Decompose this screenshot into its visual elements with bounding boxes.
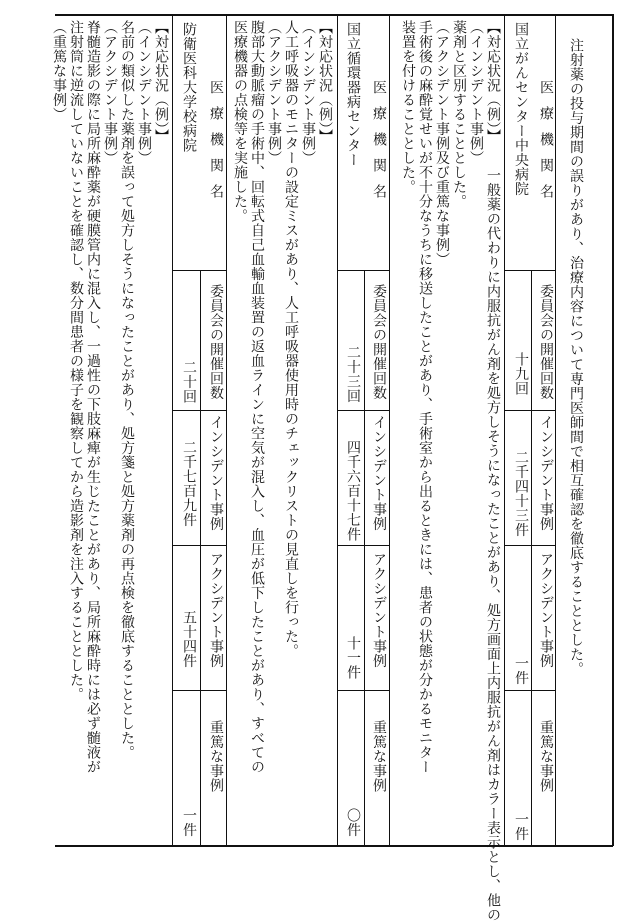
inst3-header-label: 医療機関名 <box>208 80 224 210</box>
inst1-note-line-a: 一般薬の代わりに内服抗がん剤を処方しそうになったことがあり、処方画面上内服抗がん剤はカラー表示とし、他の <box>485 168 501 922</box>
section-divider-2 <box>226 14 227 846</box>
inst3-note-serious-label: （重篤な事例） <box>51 20 67 122</box>
inst2-meetings-value: 二十三回 <box>345 345 361 403</box>
inst2-incidents-value: 四千六百十七件 <box>345 440 361 542</box>
inst3-note-line-c: 注射筒に逆流していないことを確認し、数分間患者の様子を観察してから造影剤を注入することとした。 <box>68 20 84 702</box>
inst3-meetings-label: 委員会の開催回数 <box>208 284 224 400</box>
inst1-note-incident-label: （インシデント事例） <box>468 20 484 165</box>
top-border <box>55 14 613 16</box>
inst3-row-line-3 <box>173 545 226 546</box>
inst1-header-divider <box>531 270 532 845</box>
inst1-header-label: 医療機関名 <box>538 80 554 210</box>
inst2-row-line-3 <box>338 545 389 546</box>
inst3-note-line-b: 脊髄造影の際に局所麻酔薬が硬膜管内に混入し、一過性の下肢麻痺が生じたことがあり、局所麻酔時には必ず髄液が <box>85 20 101 774</box>
inst1-meetings-value: 十九回 <box>513 352 529 396</box>
inst2-note-line-c: 医療機器の点検等を実施した。 <box>232 20 248 223</box>
inst1-row-line-4 <box>505 690 555 691</box>
section-divider-1 <box>389 14 390 846</box>
inst2-serious-label: 重篤な事例 <box>371 720 387 793</box>
right-border <box>612 14 614 846</box>
inst1-notes-divider <box>504 14 505 846</box>
inst3-serious-label: 重篤な事例 <box>208 720 224 793</box>
inst3-note-accident-label: （アクシデント事例） <box>102 20 118 165</box>
inst2-row-line-2 <box>338 410 389 411</box>
inst1-accidents-label: アクシデント事例 <box>538 552 554 668</box>
inst3-name: 防衛医科大学校病院 <box>181 22 197 153</box>
inst1-note-line-b: 薬剤と区別することとした。 <box>451 20 467 209</box>
intro-divider <box>555 14 556 846</box>
inst2-row-line-4 <box>338 690 389 691</box>
inst3-header-divider <box>200 270 201 845</box>
inst3-row-line-2 <box>173 410 226 411</box>
inst3-incidents-value: 二千七百九件 <box>181 440 197 527</box>
inst2-accidents-value: 十一件 <box>345 636 361 680</box>
inst2-serious-value: 〇件 <box>345 808 361 837</box>
inst3-accidents-value: 五十四件 <box>181 610 197 668</box>
inst2-name: 国立循環器病センター <box>345 22 361 167</box>
inst1-row-line-1 <box>505 270 555 271</box>
inst1-serious-value: 一件 <box>513 812 529 841</box>
inst1-note-accident-label: （アクシデント事例及び重篤な事例） <box>434 20 450 267</box>
inst1-name: 国立がんセンター中央病院 <box>513 22 529 196</box>
inst1-incidents-value: 二千四十三件 <box>513 450 529 537</box>
inst2-header-divider <box>364 270 365 845</box>
inst2-notes-divider <box>337 14 338 846</box>
bottom-border <box>55 845 613 847</box>
inst3-note-incident-label: （インシデント事例） <box>136 20 152 165</box>
inst2-note-incident-label: （インシデント事例） <box>300 20 316 165</box>
inst2-header-label: 医療機関名 <box>371 80 387 210</box>
inst1-note-line-d: 装置を付けることとした。 <box>400 20 416 194</box>
inst2-row-line-1 <box>338 270 389 271</box>
inst1-incidents-label: インシデント事例 <box>538 415 554 531</box>
inst3-note-line-a: 名前の類似した薬剤を誤って処方しそうになったことがあり、処方箋と処方薬剤の再点検を徹底することとした。 <box>119 20 135 760</box>
inst3-row-line-1 <box>173 270 226 271</box>
inst2-note-accident-label: （アクシデント事例） <box>266 20 282 165</box>
inst1-meetings-label: 委員会の開催回数 <box>538 284 554 400</box>
inst3-row-line-4 <box>173 690 226 691</box>
inst2-incidents-label: インシデント事例 <box>371 415 387 531</box>
inst1-row-line-2 <box>505 410 555 411</box>
inst1-row-line-3 <box>505 545 555 546</box>
inst1-note-heading: 【対応状況（例）】 <box>485 20 501 144</box>
inst1-serious-label: 重篤な事例 <box>538 720 554 793</box>
inst3-accidents-label: アクシデント事例 <box>208 552 224 668</box>
inst1-note-line-c: 手術後の麻酔覚せいが不十分なうちに移送したことがあり、手術室から出るときには、患者の状態が分かるモニター <box>417 20 433 774</box>
inst2-accidents-label: アクシデント事例 <box>371 552 387 668</box>
inst2-note-heading: 【対応状況（例）】 <box>317 20 333 144</box>
inst3-meetings-value: 二十回 <box>181 360 197 404</box>
inst3-note-heading: 【対応状況（例）】 <box>153 20 169 144</box>
inst2-note-line-b: 腹部大動脈瘤の手術中、回転式自己血輸血装置の返血ラインに空気が混入し、血圧が低下したことがあり、すべての <box>249 20 265 774</box>
inst2-note-line-a: 人工呼吸器のモニターの設定ミスがあり、人工呼吸器使用時のチェックリストの見直しを行った。 <box>283 20 299 658</box>
inst3-notes-divider <box>172 14 173 846</box>
intro-text: 注射薬の投与期間の誤りがあり、治療内容について専門医師間で相互確認を徹底することとした。 <box>568 38 584 676</box>
inst3-serious-value: 一件 <box>181 808 197 837</box>
inst3-incidents-label: インシデント事例 <box>208 415 224 531</box>
inst2-meetings-label: 委員会の開催回数 <box>371 284 387 400</box>
inst1-accidents-value: 一件 <box>513 656 529 685</box>
